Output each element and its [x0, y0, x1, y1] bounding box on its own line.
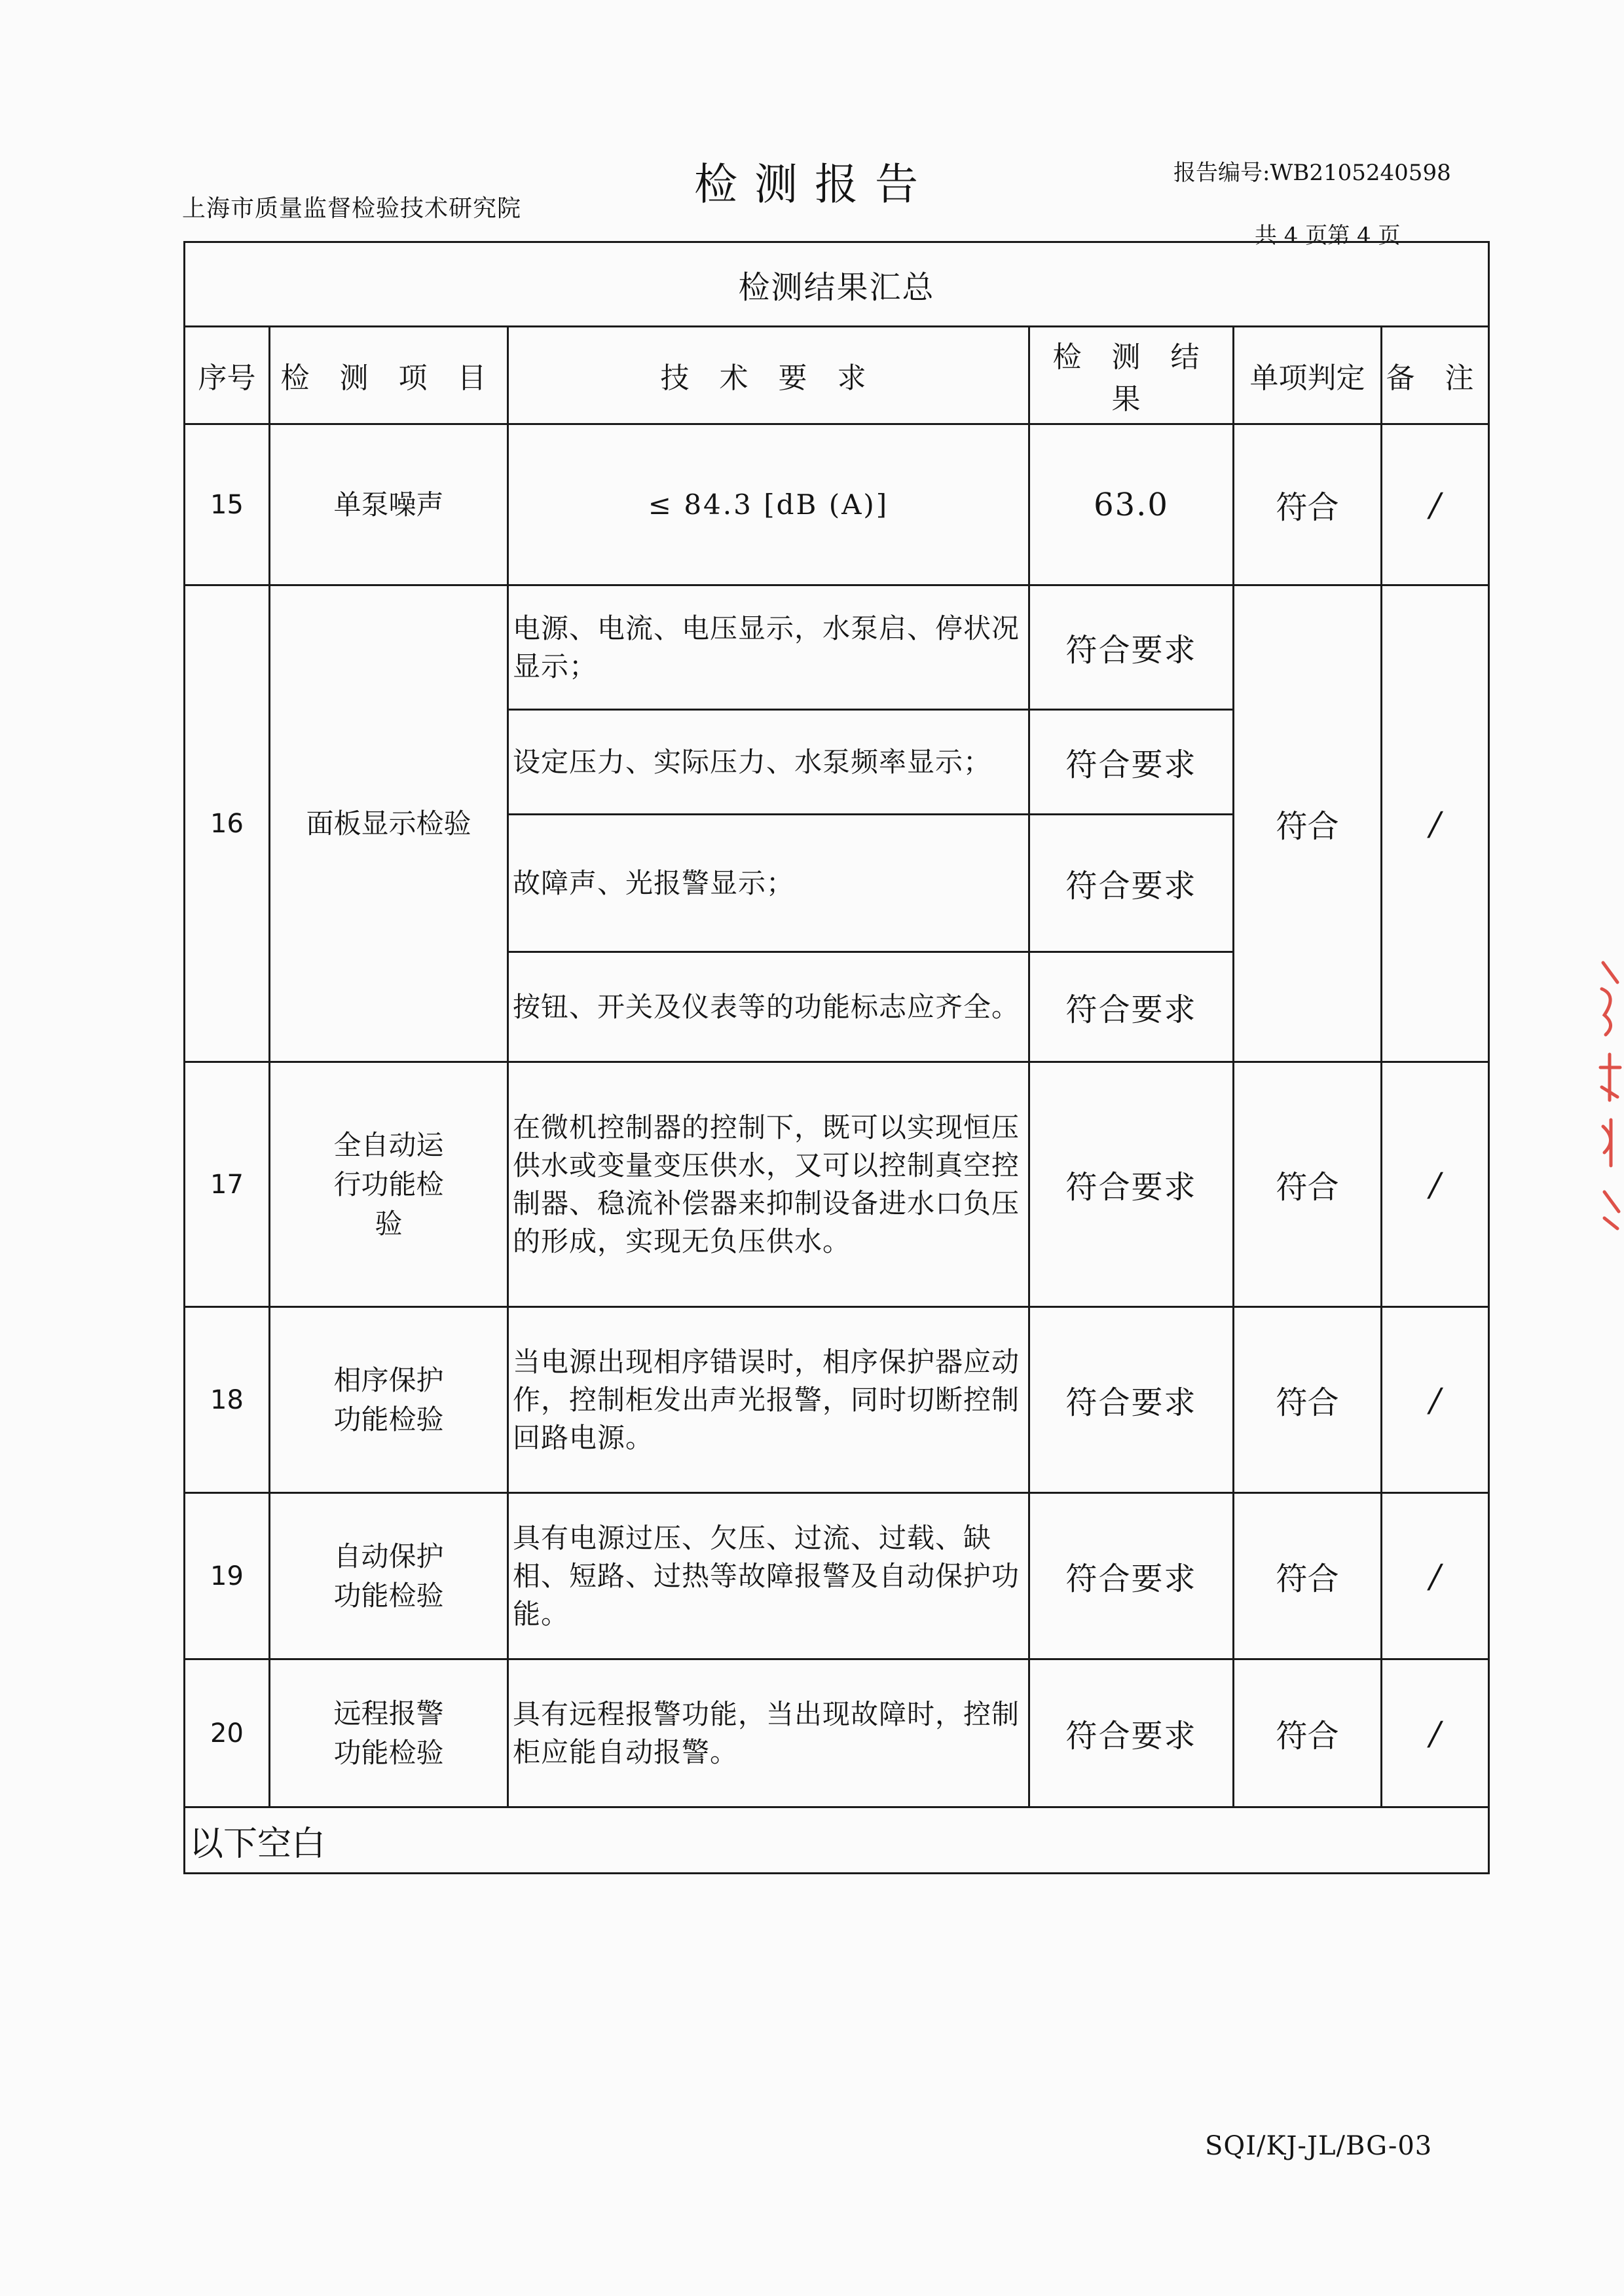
blank-below-note: 以下空白: [185, 1807, 1489, 1874]
row-number: 16: [185, 585, 270, 1062]
header-no: 序号: [185, 327, 270, 424]
header-requirement: 技 术 要 求: [508, 327, 1029, 424]
test-item-label: 远程报警功能检验: [333, 1697, 444, 1769]
row-number: 20: [185, 1659, 270, 1807]
judgement: 符合: [1234, 424, 1382, 585]
row-number: 15: [185, 424, 270, 585]
report-title: 检测报告: [694, 159, 935, 210]
test-result: 符合要求: [1029, 585, 1234, 710]
judgement: 符合: [1234, 1659, 1382, 1807]
header-result: 检 测 结 果: [1029, 327, 1234, 424]
judgement: 符合: [1234, 1307, 1382, 1493]
test-result: 符合要求: [1029, 952, 1234, 1062]
note: /: [1382, 585, 1489, 1062]
row-number: 18: [185, 1307, 270, 1493]
table-row: [185, 1062, 1489, 1307]
judgement: 符合: [1234, 1062, 1382, 1307]
technical-requirement: 电源、电流、电压显示，水泵启、停状况显示；: [508, 585, 1029, 710]
table-row: [185, 424, 1489, 585]
technical-requirement: ≤ 84.3 [dB (A)]: [508, 424, 1029, 585]
table-header-row: [185, 327, 1489, 424]
note: /: [1382, 1062, 1489, 1307]
technical-requirement: 故障声、光报警显示；: [508, 815, 1029, 952]
judgement: 符合: [1234, 585, 1382, 1062]
organization-name: 上海市质量监督检验技术研究院: [182, 195, 522, 222]
test-result: 符合要求: [1029, 815, 1234, 952]
test-item: [270, 1062, 508, 1307]
form-code: SQI/KJ-JL/BG-03: [1205, 2131, 1433, 2161]
note: /: [1382, 1493, 1489, 1659]
technical-requirement: 在微机控制器的控制下，既可以实现恒压供水或变量变压供水，又可以控制真空控制器、稳流补偿器来抑制设备进水口负压的形成，实现无负压供水。: [508, 1062, 1029, 1307]
test-item-label: 相序保护功能检验: [333, 1363, 444, 1435]
results-summary-table: [183, 241, 1490, 1874]
test-item: 单泵噪声: [270, 424, 508, 585]
page-info: 共 4 页第 4 页: [1255, 223, 1401, 249]
technical-requirement: 具有电源过压、欠压、过流、过载、缺相、短路、过热等故障报警及自动保护功能。: [508, 1493, 1029, 1659]
test-result: 63.0: [1029, 424, 1234, 585]
row-number: 19: [185, 1493, 270, 1659]
test-item: [270, 1659, 508, 1807]
test-result: 符合要求: [1029, 1493, 1234, 1659]
table-row: [185, 1659, 1489, 1807]
seal-stamp-fragment: [1598, 956, 1624, 1231]
table-row: [185, 585, 1489, 710]
test-result: 符合要求: [1029, 710, 1234, 815]
test-item-label: 全自动运行功能检验: [333, 1128, 444, 1240]
test-result: 符合要求: [1029, 1062, 1234, 1307]
note: /: [1382, 424, 1489, 585]
row-number: 17: [185, 1062, 270, 1307]
table-row: [185, 1493, 1489, 1659]
table-row: [185, 1307, 1489, 1493]
technical-requirement: 按钮、开关及仪表等的功能标志应齐全。: [508, 952, 1029, 1062]
technical-requirement: 设定压力、实际压力、水泵频率显示；: [508, 710, 1029, 815]
header-judgement: 单项判定: [1234, 327, 1382, 424]
report-number: 报告编号:WB2105240598: [1173, 160, 1451, 186]
test-item: [270, 1307, 508, 1493]
table-caption: 检测结果汇总: [185, 242, 1489, 327]
note: /: [1382, 1307, 1489, 1493]
technical-requirement: 当电源出现相序错误时，相序保护器应动作，控制柜发出声光报警，同时切断控制回路电源。: [508, 1307, 1029, 1493]
note: /: [1382, 1659, 1489, 1807]
test-item: [270, 1493, 508, 1659]
header-item: 检 测 项 目: [270, 327, 508, 424]
test-item-label: 自动保护功能检验: [333, 1540, 444, 1612]
test-item: 面板显示检验: [270, 585, 508, 1062]
header-note: 备 注: [1382, 327, 1489, 424]
test-result: 符合要求: [1029, 1659, 1234, 1807]
technical-requirement: 具有远程报警功能，当出现故障时，控制柜应能自动报警。: [508, 1659, 1029, 1807]
test-result: 符合要求: [1029, 1307, 1234, 1493]
judgement: 符合: [1234, 1493, 1382, 1659]
